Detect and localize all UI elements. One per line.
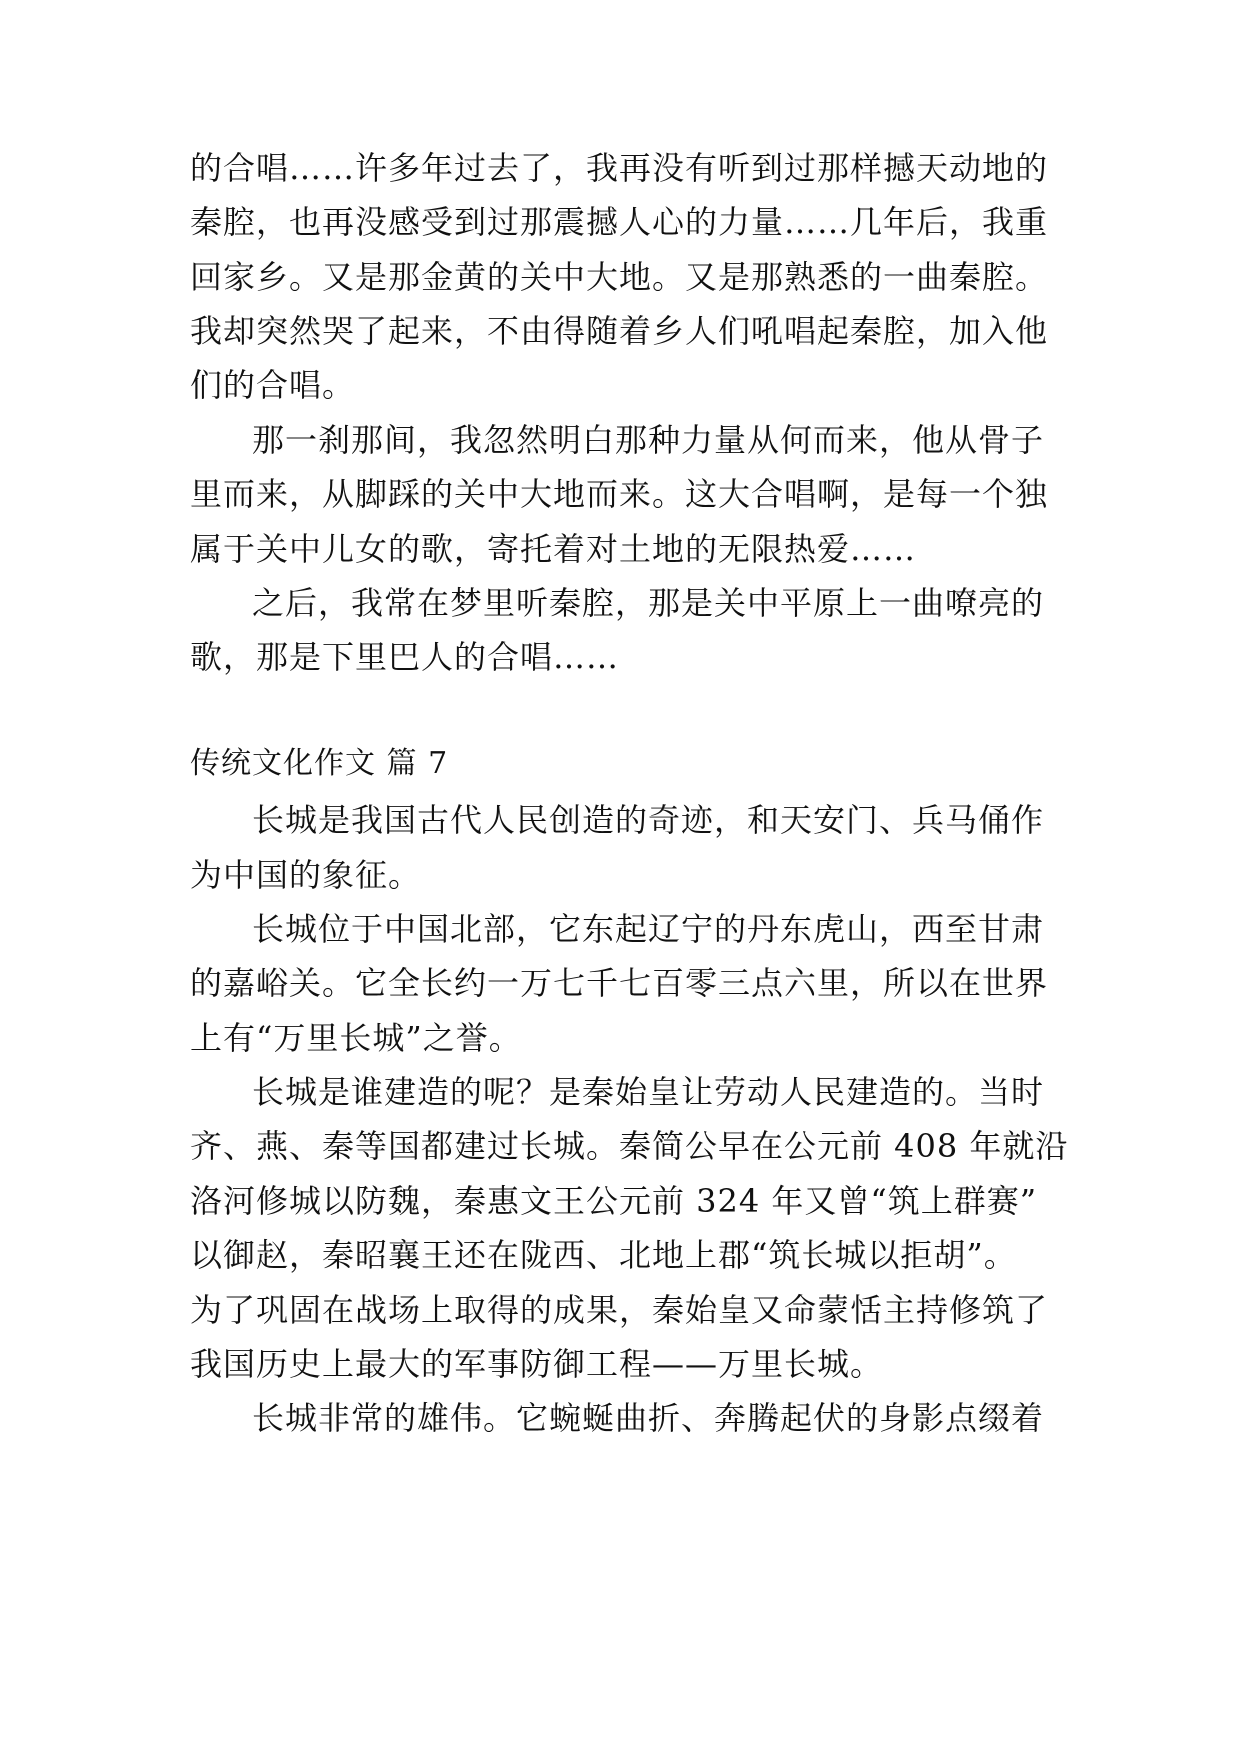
text-line: 属于关中儿女的歌，寄托着对土地的无限热爱…… [190,530,917,568]
text-line: 之后，我常在梦里听秦腔，那是关中平原上一曲嘹亮的 [252,584,1045,622]
text-line: 那一刹那间，我忽然明白那种力量从何而来，他从骨子 [252,421,1045,459]
text-line: 歌，那是下里巴人的合唱…… [190,638,620,676]
text-line: 秦腔，也再没感受到过那震撼人心的力量……几年后，我重 [190,203,1049,241]
text-line: 我却突然哭了起来，不由得随着乡人们吼唱起秦腔，加入他 [190,312,1049,350]
text-line: 洛河修城以防魏，秦惠文王公元前 324 年又曾“筑上群赛” [190,1182,1038,1220]
text-line: 齐、燕、秦等国都建过长城。秦简公早在公元前 408 年就沿 [190,1127,1069,1165]
text-line: 里而来，从脚踩的关中大地而来。这大合唱啊，是每一个独 [190,475,1049,513]
text-line: 的嘉峪关。它全长约一万七千七百零三点六里，所以在世界 [190,964,1049,1002]
text-line: 长城位于中国北部，它东起辽宁的丹东虎山，西至甘肃 [252,910,1045,948]
text-line: 上有“万里长城”之誉。 [190,1019,522,1057]
text-line: 为中国的象征。 [190,856,422,894]
text-line: 长城非常的雄伟。它蜿蜒曲折、奔腾起伏的身影点缀着 [252,1399,1045,1437]
text-line: 为了巩固在战场上取得的成果，秦始皇又命蒙恬主持修筑了 [190,1291,1049,1329]
text-line: 以御赵，秦昭襄王还在陇西、北地上郡“筑长城以拒胡”。 [190,1236,1017,1274]
text-line: 长城是谁建造的呢？是秦始皇让劳动人民建造的。当时 [252,1073,1045,1111]
text-line: 的合唱……许多年过去了，我再没有听到过那样撼天动地的 [190,149,1049,187]
text-line: 我国历史上最大的军事防御工程——万里长城。 [190,1345,884,1383]
text-line: 回家乡。又是那金黄的关中大地。又是那熟悉的一曲秦腔。 [190,258,1049,296]
text-line: 长城是我国古代人民创造的奇迹，和天安门、兵马俑作 [252,801,1045,839]
section-heading: 传统文化作文 篇 7 [190,746,449,781]
text-line: 们的合唱。 [190,366,356,404]
